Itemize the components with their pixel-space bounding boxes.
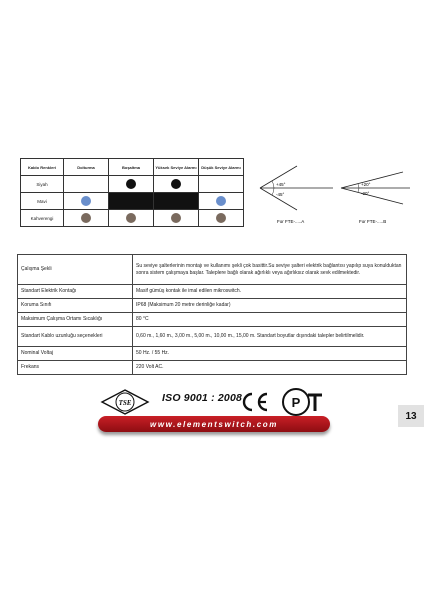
cable-row-brown [21,210,244,227]
spec-row [18,299,407,313]
spec-key-cable-length: Standart Kablo uzunluğu seçenekleri [18,327,133,347]
row-label-black: Siyah [21,176,64,193]
spec-row [18,347,407,361]
header-emptying: Boşaltma [109,159,154,176]
spec-row [18,327,407,347]
diagram-a [260,166,333,224]
specifications-table [17,254,407,375]
cell-black-dot [109,176,154,193]
cell-brown-dot [64,210,109,227]
spec-value-frequency: 220 Volt AC. [133,361,407,375]
ce-mark-icon [240,391,270,413]
blue-dot [81,196,91,206]
spec-row [18,361,407,375]
cell-empty [64,176,109,193]
spec-key-voltage: Nominal Voltaj [18,347,133,361]
cable-row-black [21,176,244,193]
cell-blue-dot [199,193,244,210]
website-link[interactable]: www.elementswitch.com [150,419,278,429]
diagram-b-lower-arc [358,188,359,192]
spec-value-contact: Masif gümüş kontak ile imal edilen mikroswitch. [133,285,407,299]
diagram-a-caption: For FTE-.....A [277,219,305,224]
row-label-brown: Kahverengi [21,210,64,227]
spec-row [18,255,407,285]
brown-dot [216,213,226,223]
brown-dot [81,213,91,223]
diagram-b-lower-ray [341,188,403,204]
blue-dot [216,196,226,206]
spec-row [18,285,407,299]
header-low-level-alarm: Düşük Seviye Alarmı [199,159,244,176]
diagram-a-upper-arc [272,181,274,188]
iso-certification: ISO 9001 : 2008 [162,392,243,404]
spec-value-cable-length: 0,60 m., 1,60 m., 3,00 m., 5,00 m., 10,00 m., 15,00 m. Standart boyutlar dışındaki talepler belirtilmelidir. [133,327,407,347]
diagram-b-upper-arc [358,184,359,188]
header-high-level-alarm: Yüksek Seviye Alarmı [154,159,199,176]
diagram-b [341,172,410,224]
diagram-b-upper-angle: +20° [361,182,371,187]
spec-value-protection: IP68 (Maksimum 20 metre derinliğe kadar) [133,299,407,313]
page-number: 13 [398,405,424,427]
cable-table-header [21,159,244,176]
header-cable-colors: Kablo Renkleri [21,159,64,176]
diagram-b-lower-angle: -20° [361,191,370,196]
diagram-b-upper-ray [341,172,403,188]
spec-key-temperature: Maksimum Çalışma Ortamı Sıcaklığı [18,313,133,327]
spec-key-contact: Standart Elektrik Kontağı [18,285,133,299]
spec-key-frequency: Frekans [18,361,133,375]
row-label-blue: Mavi [21,193,64,210]
cell-brown-dot [109,210,154,227]
cell-blue-dot [64,193,109,210]
cable-color-table [20,158,244,227]
spec-key-operation: Çalışma Şekli [18,255,133,285]
angle-diagrams [255,160,415,232]
cell-brown-dot [199,210,244,227]
diagram-a-lower-arc [272,188,274,195]
header-filling: Dolturma [64,159,109,176]
diagram-a-lower-angle: -45° [276,192,285,197]
cable-row-blue [21,193,244,210]
cell-black-fill [154,193,199,210]
tse-logo-text: TSE [118,399,132,407]
gost-mark-icon [278,387,324,417]
website-banner[interactable] [98,416,330,432]
spec-value-voltage: 50 Hz. / 55 Hz. [133,347,407,361]
cell-black-fill [109,193,154,210]
brown-dot [126,213,136,223]
spec-value-temperature: 80 °C [133,313,407,327]
diagram-b-caption: For FTE-.....B [359,219,387,224]
black-dot [126,179,136,189]
svg-text:P: P [291,395,301,410]
cell-empty [199,176,244,193]
cell-brown-dot [154,210,199,227]
spec-value-operation: Su seviye şalterlerinin montajı ve kullanımı şekli çok basittir.Su seviye şalteri elektrik bağlantısı yapılıp suya konulduktan sonra sistem çalışmaya başlar. Taleplere bağlı olarak ağırlıklı veya ağırlıksız olarak sevk edilmektedir. [133,255,407,285]
spec-row [18,313,407,327]
tse-logo [100,388,150,416]
brown-dot [171,213,181,223]
spec-key-protection: Koruma Sınıfı [18,299,133,313]
black-dot [171,179,181,189]
diagram-a-upper-angle: +45° [276,182,286,187]
cell-black-dot [154,176,199,193]
